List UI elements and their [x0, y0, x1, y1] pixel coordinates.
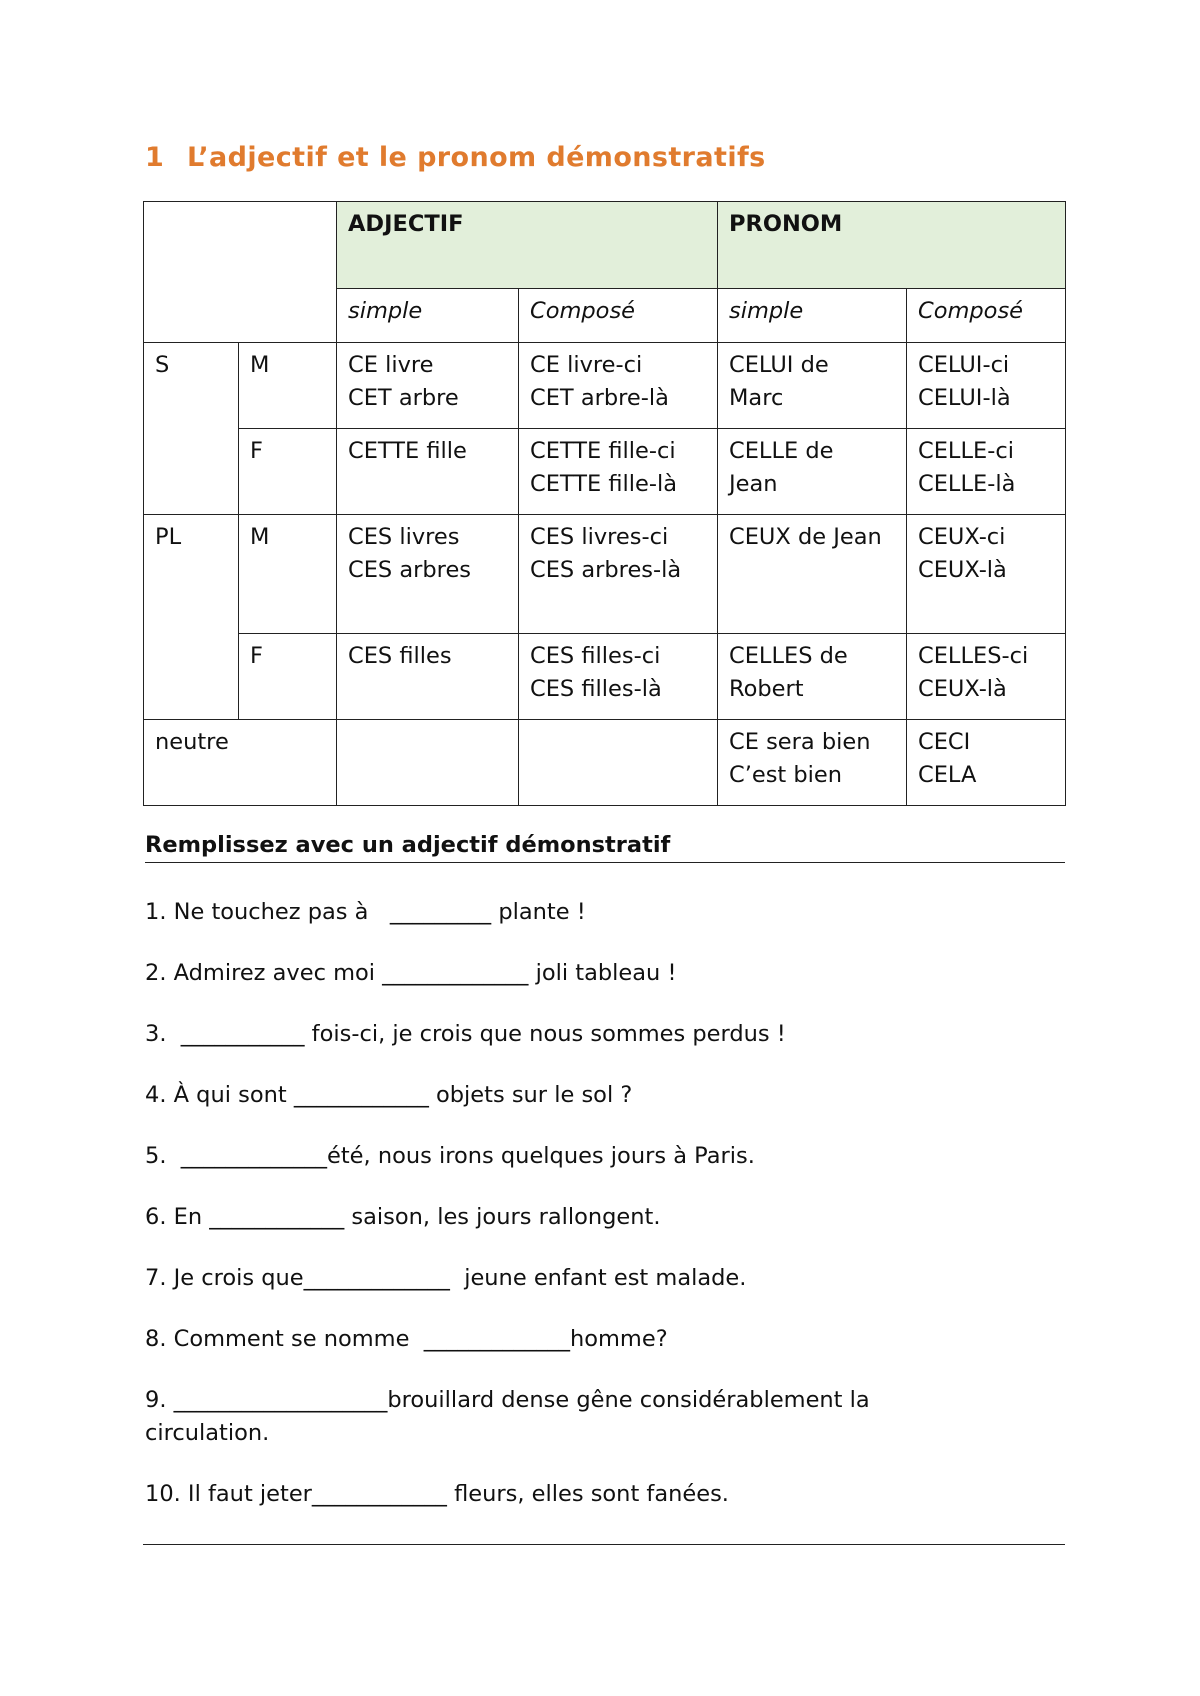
- cell-line: CE livre: [348, 352, 434, 378]
- cell-line: CES filles-ci: [530, 643, 661, 669]
- subheader-pro-compose: Composé: [907, 289, 1066, 343]
- cell-neutre-adj-compose: [519, 720, 718, 806]
- section-number: 1: [145, 142, 165, 173]
- row-neutre: [144, 720, 1066, 806]
- label-singular: S: [144, 343, 239, 515]
- exercise-question-8: [145, 1323, 1065, 1356]
- cell-line: CELLES-ci: [918, 643, 1029, 669]
- cell-pl-f-adj-simple: [337, 634, 519, 720]
- cell-line: CET arbre-là: [530, 385, 669, 411]
- cell-line: CEUX de Jean: [729, 524, 882, 550]
- label-masculine: M: [239, 515, 337, 634]
- cell-line: CELLE de: [729, 438, 834, 464]
- label-neutre: neutre: [144, 720, 337, 806]
- cell-pl-f-pro-compose: [907, 634, 1066, 720]
- cell-line: CEUX-là: [918, 676, 1007, 702]
- subheader-adj-compose: Composé: [519, 289, 718, 343]
- label-feminine: F: [239, 429, 337, 515]
- cell-neutre-pro-compose: [907, 720, 1066, 806]
- question-text: 6. En ____________ saison, les jours rallongent.: [145, 1204, 661, 1230]
- header-pronom: PRONOM: [718, 202, 1066, 289]
- cell-pl-m-adj-compose: [519, 515, 718, 634]
- cell-neutre-pro-simple: [718, 720, 907, 806]
- exercise-question-7: [145, 1262, 1065, 1295]
- cell-line: CELA: [918, 762, 977, 788]
- cell-line: CES livres-ci: [530, 524, 669, 550]
- cell-line: CELUI de: [729, 352, 829, 378]
- cell-line: CE sera bien: [729, 729, 871, 755]
- section-title-text: L’adjectif et le pronom démonstratifs: [187, 142, 766, 173]
- exercise-question-4: [145, 1079, 1065, 1112]
- cell-pl-f-pro-simple: [718, 634, 907, 720]
- cell-line: Robert: [729, 676, 804, 702]
- question-text: 8. Comment se nomme _____________homme?: [145, 1326, 668, 1352]
- cell-s-f-pro-simple: [718, 429, 907, 515]
- cell-s-m-adj-simple: [337, 343, 519, 429]
- question-text: 7. Je crois que_____________ jeune enfant est malade.: [145, 1265, 747, 1291]
- exercise-question-10: [145, 1478, 1065, 1511]
- question-text: 9. ___________________brouillard dense gêne considérablement la circulation.: [145, 1387, 870, 1446]
- corner-cell: [144, 202, 337, 343]
- row-singular-feminine: [144, 429, 1066, 515]
- cell-s-f-pro-compose: [907, 429, 1066, 515]
- cell-line: CELUI-là: [918, 385, 1011, 411]
- cell-pl-m-pro-simple: [718, 515, 907, 634]
- question-text: 2. Admirez avec moi _____________ joli tableau !: [145, 960, 677, 986]
- cell-line: Jean: [729, 471, 778, 497]
- question-text: 5. _____________été, nous irons quelques jours à Paris.: [145, 1143, 755, 1169]
- row-plural-feminine: [144, 634, 1066, 720]
- exercise-question-3: [145, 1018, 1065, 1051]
- question-text: 10. Il faut jeter____________ fleurs, elles sont fanées.: [145, 1481, 729, 1507]
- exercise-question-2: [145, 957, 1065, 990]
- cell-line: Marc: [729, 385, 784, 411]
- cell-line: CETTE fille-ci: [530, 438, 676, 464]
- subheader-pro-simple: simple: [718, 289, 907, 343]
- row-plural-masculine: [144, 515, 1066, 634]
- exercise-question-5: [145, 1140, 1065, 1173]
- cell-line: CELUI-ci: [918, 352, 1010, 378]
- cell-line: C’est bien: [729, 762, 843, 788]
- bottom-divider: [143, 1544, 1065, 1545]
- label-feminine: F: [239, 634, 337, 720]
- label-plural: PL: [144, 515, 239, 720]
- cell-line: CETTE fille: [348, 438, 467, 464]
- exercise-question-9: [145, 1384, 975, 1450]
- cell-s-m-pro-compose: [907, 343, 1066, 429]
- cell-line: CET arbre: [348, 385, 459, 411]
- cell-pl-f-adj-compose: [519, 634, 718, 720]
- cell-pl-m-pro-compose: [907, 515, 1066, 634]
- question-text: 1. Ne touchez pas à _________ plante !: [145, 899, 586, 925]
- cell-s-m-pro-simple: [718, 343, 907, 429]
- page-title: [145, 142, 766, 173]
- cell-s-m-adj-compose: [519, 343, 718, 429]
- cell-line: CECI: [918, 729, 971, 755]
- cell-line: CES livres: [348, 524, 460, 550]
- cell-line: CEUX-là: [918, 557, 1007, 583]
- cell-line: CES filles: [348, 643, 452, 669]
- cell-line: CEUX-ci: [918, 524, 1006, 550]
- row-singular-masculine: [144, 343, 1066, 429]
- question-text: 4. À qui sont ____________ objets sur le sol ?: [145, 1082, 633, 1108]
- exercise-question-1: [145, 896, 1065, 929]
- cell-s-f-adj-compose: [519, 429, 718, 515]
- cell-pl-m-adj-simple: [337, 515, 519, 634]
- question-text: 3. ___________ fois-ci, je crois que nous sommes perdus !: [145, 1021, 786, 1047]
- cell-s-f-adj-simple: [337, 429, 519, 515]
- subheader-adj-simple: simple: [337, 289, 519, 343]
- cell-line: CE livre-ci: [530, 352, 643, 378]
- cell-line: CES filles-là: [530, 676, 662, 702]
- cell-line: CELLES de: [729, 643, 848, 669]
- cell-line: CES arbres-là: [530, 557, 682, 583]
- cell-line: CELLE-là: [918, 471, 1016, 497]
- header-adjectif: ADJECTIF: [337, 202, 718, 289]
- cell-line: CETTE fille-là: [530, 471, 678, 497]
- exercise-title: Remplissez avec un adjectif démonstratif: [145, 830, 1065, 863]
- header-row: [144, 202, 1066, 289]
- cell-line: CELLE-ci: [918, 438, 1014, 464]
- cell-line: CES arbres: [348, 557, 472, 583]
- demonstratives-table: [143, 201, 1066, 806]
- label-masculine: M: [239, 343, 337, 429]
- cell-neutre-adj-simple: [337, 720, 519, 806]
- exercise-question-6: [145, 1201, 1065, 1234]
